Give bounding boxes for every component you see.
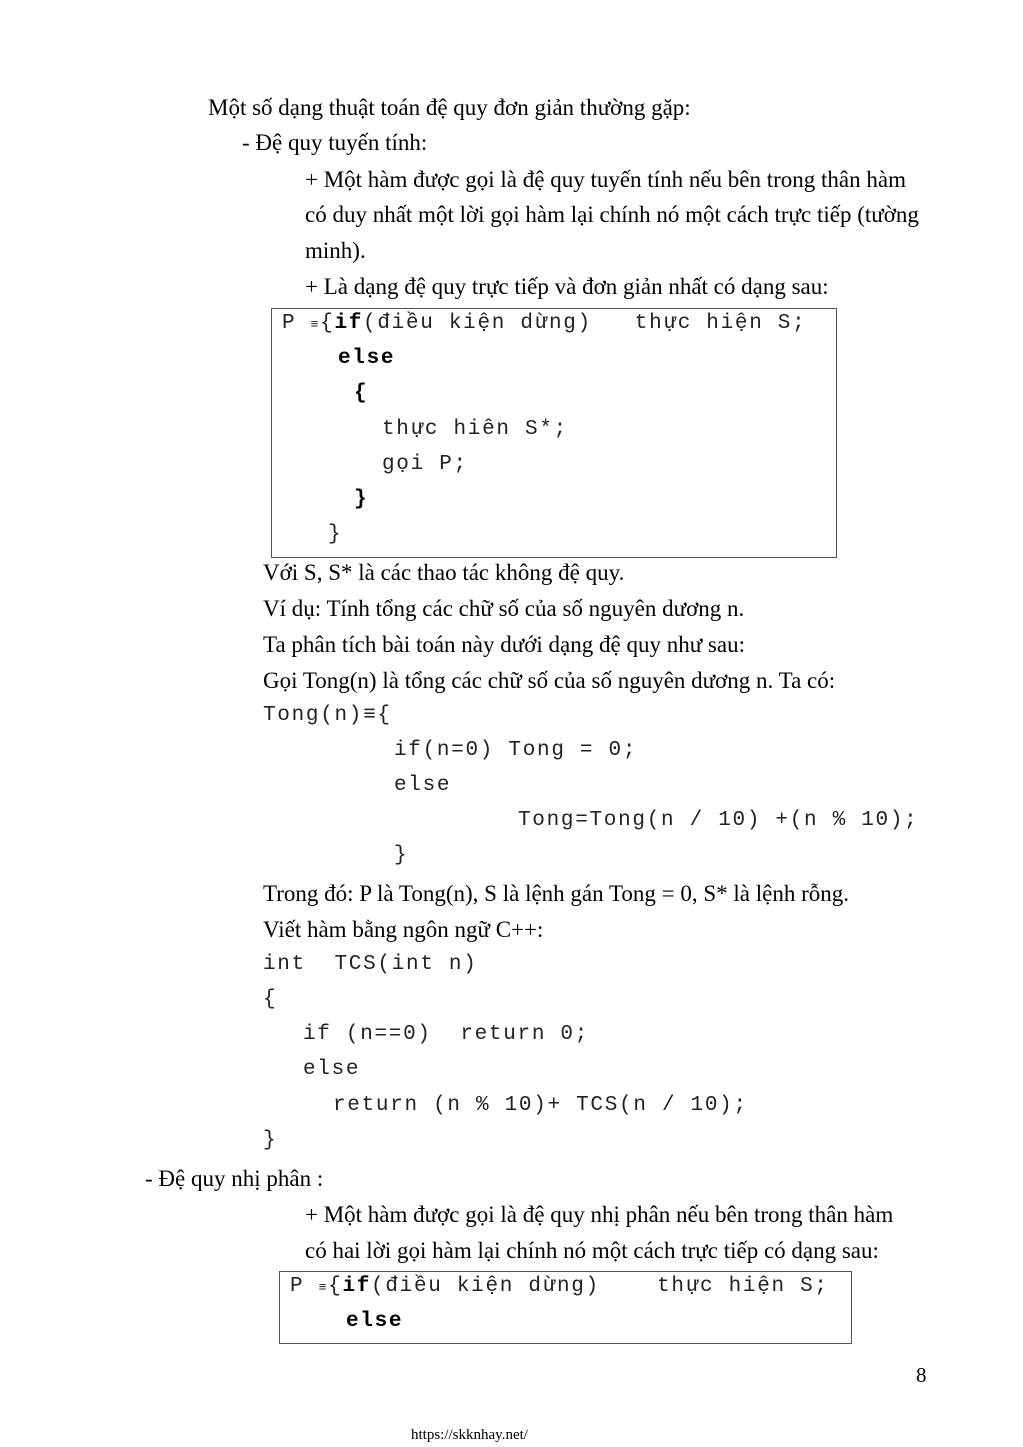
- intro-text: Một số dạng thuật toán đệ quy đơn giản thường gặp:: [208, 95, 691, 120]
- code2-line5: return (n % 10)+ TCS(n / 10);: [333, 1094, 748, 1117]
- code2-line4: else: [303, 1058, 361, 1081]
- code1-line2: if(n=0) Tong = 0;: [394, 739, 638, 762]
- analysis-text: Ta phân tích bài toán này dưới dạng đệ quy như sau:: [263, 632, 745, 657]
- example-text: Ví dụ: Tính tổng các chữ số của số nguyên dương n.: [263, 596, 745, 621]
- box2-line1: P ≡{if(điều kiện dừng) thực hiện S;: [290, 1275, 829, 1298]
- equivalent-symbol: ≡: [310, 317, 321, 332]
- code1-line3: else: [394, 774, 452, 797]
- box2-else: else: [346, 1310, 404, 1333]
- code1-line5: }: [394, 844, 409, 867]
- box1-line4: thực hiên S*;: [382, 418, 568, 441]
- box1-close-outer: }: [328, 523, 343, 546]
- code2-line6: }: [263, 1129, 278, 1152]
- footer-url[interactable]: https://skknhay.net/: [411, 1427, 528, 1443]
- linear-form-text: + Là dạng đệ quy trực tiếp và đơn giản nhất có dạng sau:: [305, 274, 829, 299]
- call-text: Gọi Tong(n) là tổng các chữ số của số nguyên dương n. Ta có:: [263, 668, 836, 693]
- code1-line4: Tong=Tong(n / 10) +(n % 10);: [518, 809, 919, 832]
- linear-template-box: [271, 308, 837, 558]
- binary-template-box: [279, 1271, 852, 1344]
- equivalent-symbol: ≡: [318, 1280, 329, 1295]
- note-text: Với S, S* là các thao tác không đệ quy.: [263, 560, 625, 585]
- linear-def-line3: minh).: [305, 238, 366, 263]
- binary-def-line1: + Một hàm được gọi là đệ quy nhị phân nếu bên trong thân hàm: [305, 1202, 894, 1227]
- write-text: Viết hàm bằng ngôn ngữ C++:: [263, 917, 544, 942]
- box1-else: else: [338, 347, 396, 370]
- linear-def-line2: có duy nhất một lời gọi hàm lại chính nó một cách trực tiếp (tường: [305, 202, 919, 227]
- page-number: 8: [916, 1363, 927, 1387]
- linear-heading: - Đệ quy tuyến tính:: [242, 130, 428, 155]
- code2-line1: int TCS(int n): [263, 953, 478, 976]
- box1-open-brace: {: [354, 382, 369, 405]
- where-text: Trong đó: P là Tong(n), S là lệnh gán Tong = 0, S* là lệnh rỗng.: [263, 881, 850, 906]
- box1-line5: gọi P;: [382, 453, 468, 476]
- code2-line3: if (n==0) return 0;: [303, 1023, 590, 1046]
- binary-def-line2: có hai lời gọi hàm lại chính nó một cách trực tiếp có dạng sau:: [305, 1238, 879, 1263]
- code1-line1: Tong(n)≡{: [263, 704, 392, 727]
- box1-line1: P ≡{if(điều kiện dừng) thực hiện S;: [282, 312, 807, 335]
- box1-close-brace: }: [354, 488, 369, 511]
- code2-line2: {: [263, 988, 278, 1011]
- binary-heading: - Đệ quy nhị phân :: [145, 1166, 324, 1191]
- linear-def-line1: + Một hàm được gọi là đệ quy tuyến tính nếu bên trong thân hàm: [305, 167, 906, 192]
